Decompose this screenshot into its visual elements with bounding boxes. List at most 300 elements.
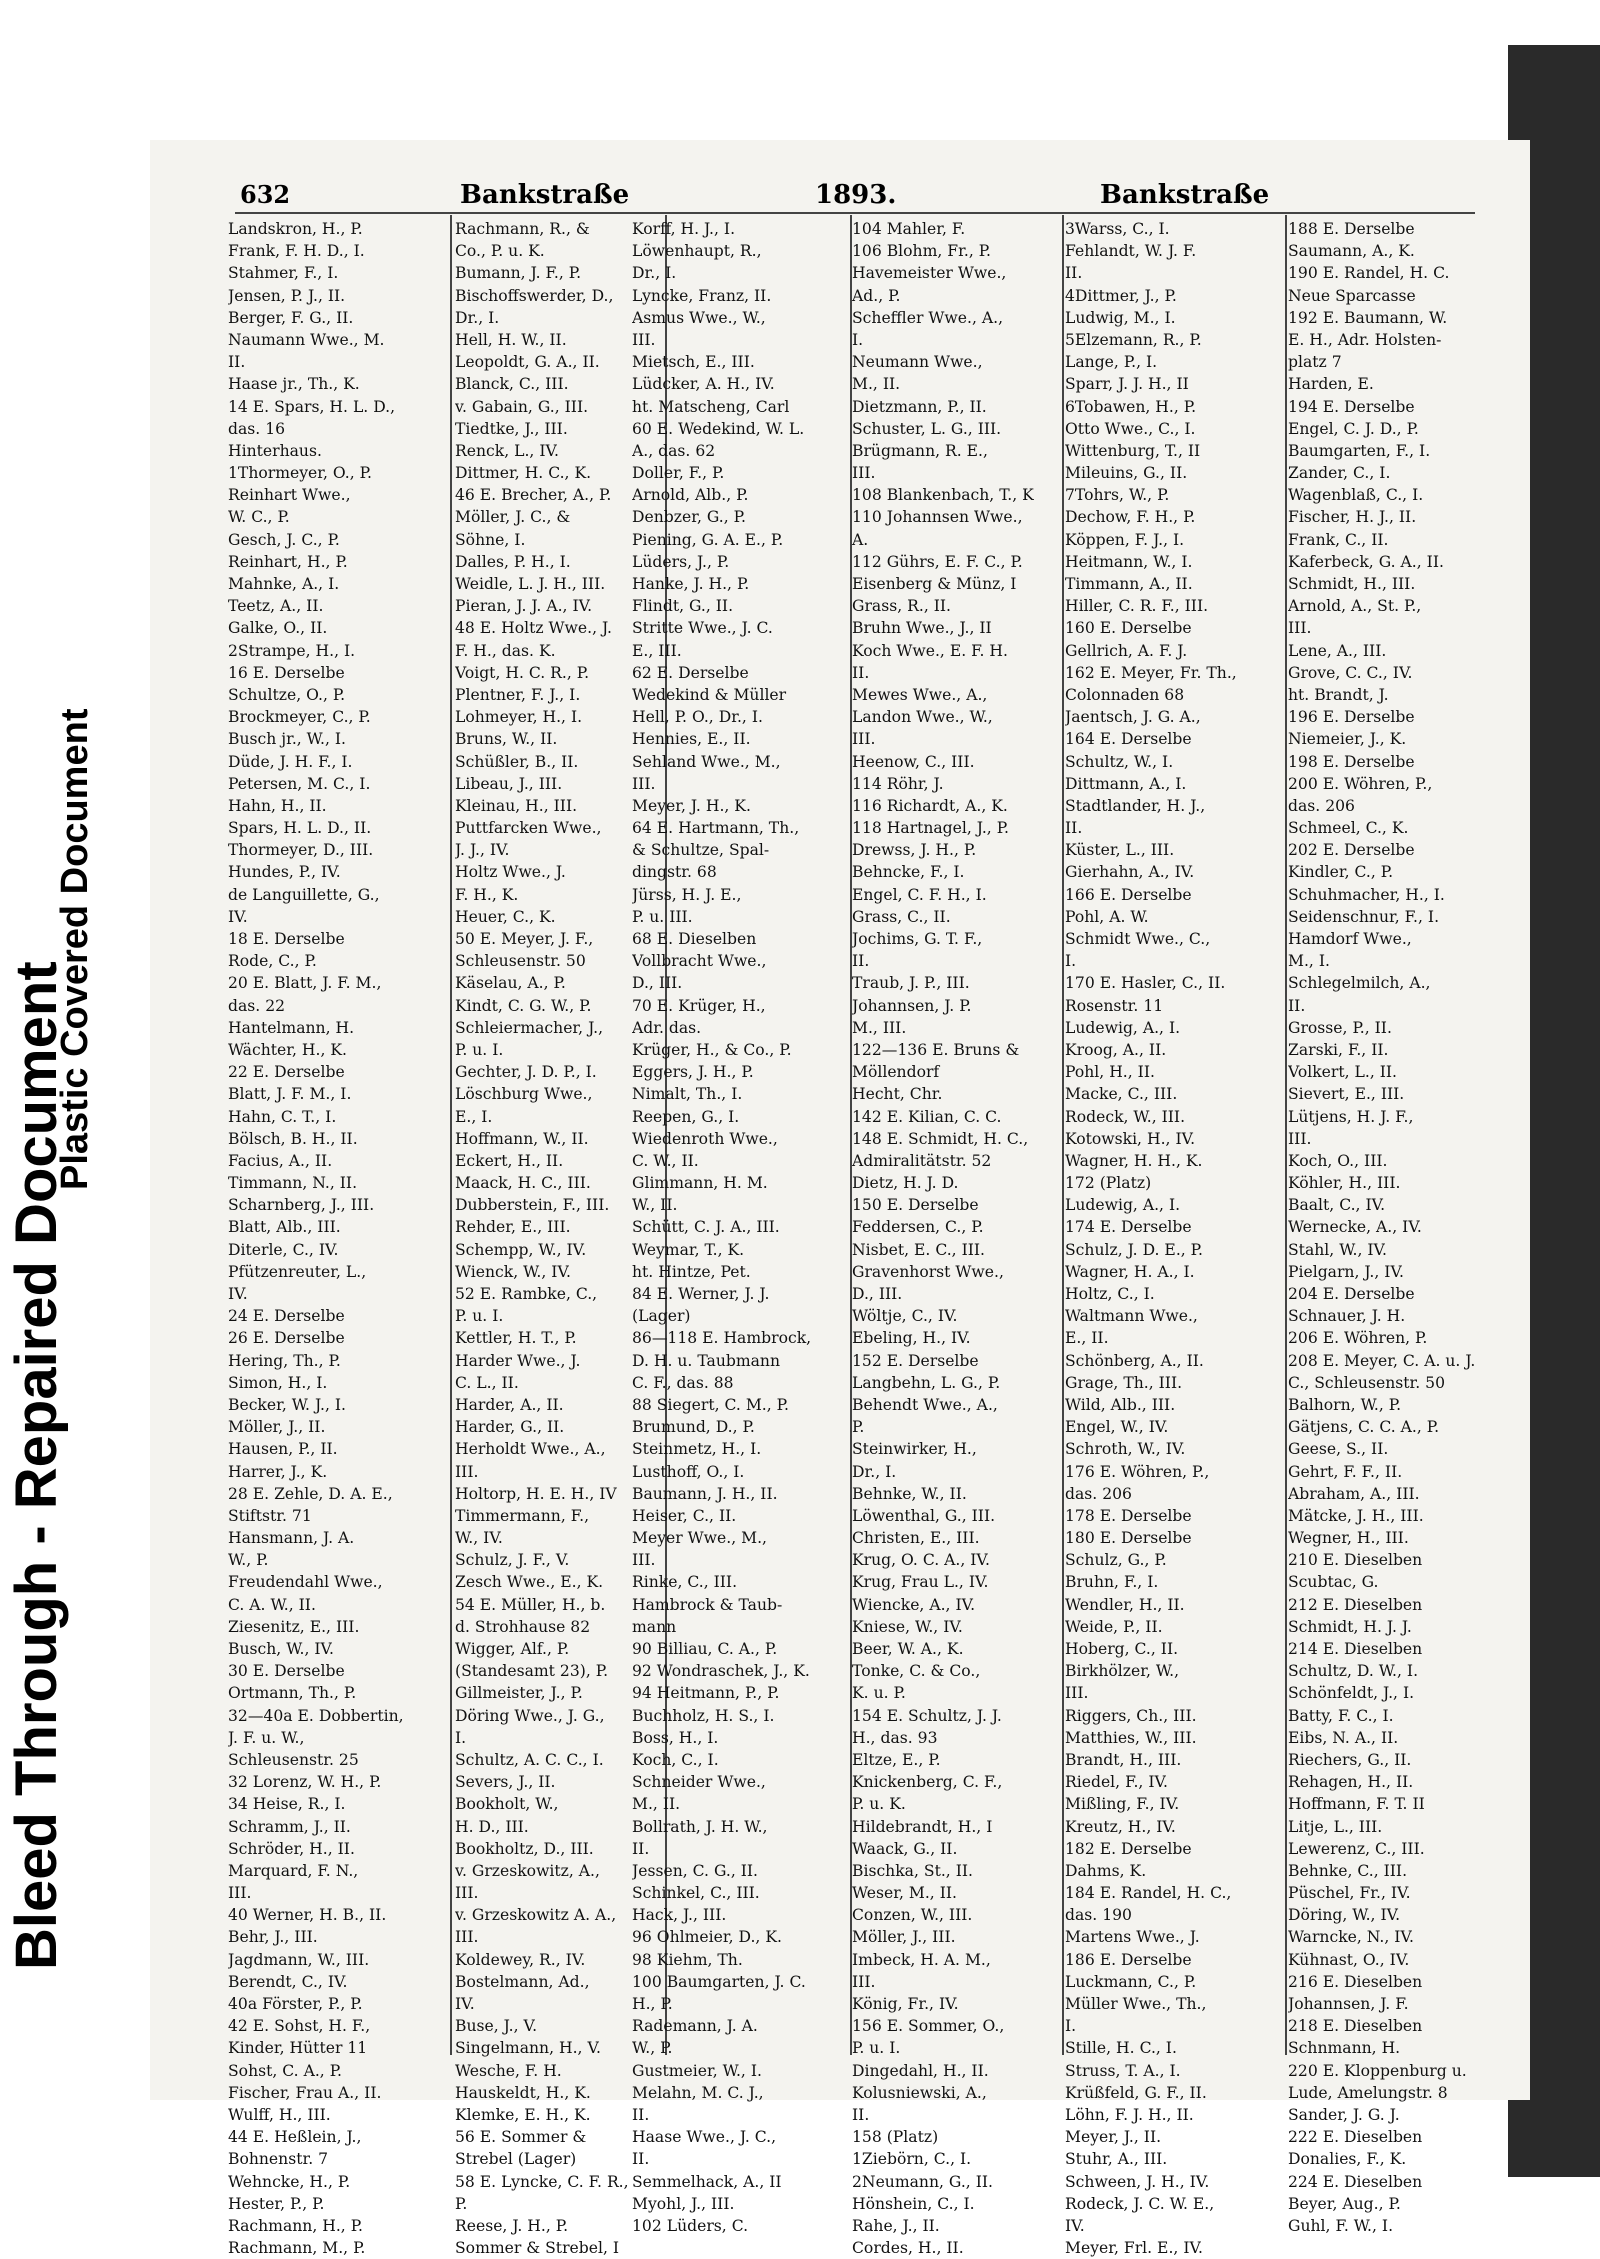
directory-entry: III. bbox=[455, 1462, 479, 1481]
directory-entry: Conzen, W., III. bbox=[852, 1906, 973, 1925]
directory-entry: Hönshein, C., I. bbox=[852, 2194, 975, 2213]
directory-entry: 192 E. Baumann, W. bbox=[1288, 308, 1448, 327]
directory-entry: Schönfeldt, J., I. bbox=[1288, 1684, 1415, 1703]
directory-entry: C. W., II. bbox=[632, 1151, 699, 1170]
directory-entry: IV. bbox=[455, 1995, 475, 2013]
directory-entry: Stadtlander, H. J., bbox=[1065, 796, 1206, 815]
directory-entry: 210 E. Dieselben bbox=[1288, 1551, 1423, 1570]
directory-entry: C. F., das. 88 bbox=[632, 1373, 734, 1392]
directory-entry: Hahn, H., II. bbox=[228, 796, 327, 815]
directory-entry: Düde, J. H. F., I. bbox=[228, 752, 353, 771]
directory-entry: Grove, C. C., IV. bbox=[1288, 663, 1413, 682]
directory-entry: 172 (Platz) bbox=[1065, 1174, 1152, 1193]
directory-entry: Strebel (Lager) bbox=[455, 2150, 577, 2169]
directory-entry: Heitmann, W., I. bbox=[1065, 552, 1193, 571]
directory-entry: Scharnberg, J., III. bbox=[228, 1196, 375, 1215]
directory-entry: Bostelmann, Ad., bbox=[455, 1972, 590, 1991]
directory-entry: W. C., P. bbox=[228, 508, 290, 527]
directory-entry: Leopoldt, G. A., II. bbox=[455, 353, 600, 372]
directory-entry: Sommer & Strebel, I bbox=[455, 2239, 620, 2258]
directory-entry: I. bbox=[1065, 952, 1077, 971]
directory-entry: Ludwig, M., I. bbox=[1065, 308, 1176, 327]
directory-entry: Klemke, E. H., K. bbox=[455, 2105, 591, 2124]
directory-entry: Schnauer, J. H. bbox=[1288, 1307, 1406, 1326]
directory-entry: Rosenstr. 11 bbox=[1065, 996, 1164, 1015]
directory-entry: Wernecke, A., IV. bbox=[1288, 1218, 1422, 1237]
directory-entry: Fischer, Frau A., II. bbox=[228, 2083, 382, 2102]
directory-entry: Ludewig, A., I. bbox=[1065, 1018, 1181, 1037]
directory-entry: Adr. das. bbox=[632, 1018, 702, 1037]
directory-entry: das. 16 bbox=[228, 419, 286, 438]
directory-entry: 220 E. Kloppenburg u. bbox=[1288, 2061, 1467, 2080]
directory-entry: Bruhn Wwe., J., II bbox=[852, 619, 992, 638]
directory-entry: de Languillette, G., bbox=[228, 885, 380, 904]
directory-entry: 46 E. Brecher, A., P. bbox=[455, 486, 612, 505]
directory-entry: Kühnast, O., IV. bbox=[1288, 1950, 1410, 1969]
directory-entry: Traub, J. P., III. bbox=[852, 974, 970, 993]
page-number: 632 bbox=[240, 180, 291, 209]
directory-entry: Petersen, M. C., I. bbox=[228, 774, 371, 793]
directory-entry: Lene, A., III. bbox=[1288, 641, 1387, 660]
directory-entry: C. L., II. bbox=[455, 1373, 519, 1392]
directory-entry: 152 E. Derselbe bbox=[852, 1351, 979, 1370]
directory-entry: Eggers, J. H., P. bbox=[632, 1063, 754, 1082]
directory-entry: Grage, Th., III. bbox=[1065, 1373, 1183, 1392]
directory-entry: Gechter, J. D. P., I. bbox=[455, 1063, 597, 1082]
directory-entry: Colonnaden 68 bbox=[1065, 685, 1185, 704]
directory-entry: Warncke, N., IV. bbox=[1288, 1928, 1414, 1947]
directory-entry: Libeau, J., III. bbox=[455, 774, 563, 793]
directory-entry: Plentner, F. J., I. bbox=[455, 685, 581, 704]
directory-column bbox=[1288, 218, 1478, 2237]
directory-entry: Krüger, H., & Co., P. bbox=[632, 1040, 792, 1059]
directory-entry: Nisbet, E. C., III. bbox=[852, 1240, 986, 1259]
directory-entry: Voigt, H. C. R., P. bbox=[455, 663, 590, 682]
directory-entry: Bumann, J. F., P. bbox=[455, 264, 582, 283]
directory-entry: Gierhahn, A., IV. bbox=[1065, 863, 1195, 882]
directory-entry: Ebeling, H., IV. bbox=[852, 1329, 971, 1348]
directory-entry: Severs, J., II. bbox=[455, 1773, 556, 1792]
directory-entry: Schütt, C. J. A., III. bbox=[632, 1218, 780, 1237]
directory-entry: 158 (Platz) bbox=[852, 2128, 939, 2147]
directory-entry: König, Fr., IV. bbox=[852, 1995, 959, 2013]
directory-entry: Kindt, C. G. W., P. bbox=[455, 996, 592, 1015]
directory-entry: Kettler, H. T., P. bbox=[455, 1329, 577, 1348]
directory-entry: 102 Lüders, C. bbox=[632, 2216, 749, 2235]
directory-entry: Piening, G. A. E., P. bbox=[632, 530, 784, 549]
directory-entry: H., P. bbox=[632, 1995, 673, 2013]
directory-entry: J. J., IV. bbox=[455, 841, 510, 860]
directory-entry: Reese, J. H., P. bbox=[455, 2216, 569, 2235]
directory-entry: II. bbox=[632, 2150, 650, 2169]
directory-entry: Buchholz, H. S., I. bbox=[632, 1706, 775, 1725]
side-label-repaired: Bleed Through - Repaired Document bbox=[4, 961, 69, 1970]
directory-entry: Beer, W. A., K. bbox=[852, 1640, 964, 1658]
directory-entry: Neue Sparcasse bbox=[1288, 286, 1416, 305]
directory-entry: Dittmann, A., I. bbox=[1065, 774, 1187, 793]
directory-entry: Holtz Wwe., J. bbox=[455, 863, 566, 882]
directory-entry: Doller, F., P. bbox=[632, 464, 725, 483]
directory-entry: 6Tobawen, H., P. bbox=[1065, 397, 1197, 416]
directory-entry: 212 E. Dieselben bbox=[1288, 1595, 1423, 1614]
directory-entry: Steinmetz, H., I. bbox=[632, 1440, 762, 1459]
directory-entry: K. u. P. bbox=[852, 1684, 906, 1703]
directory-entry: Jensen, P. J., II. bbox=[228, 286, 346, 305]
directory-entry: 104 Mahler, F. bbox=[852, 220, 966, 238]
directory-entry: das. 190 bbox=[1065, 1906, 1132, 1925]
directory-entry: 116 Richardt, A., K. bbox=[852, 796, 1008, 815]
directory-entry: Sievert, E., III. bbox=[1288, 1085, 1405, 1104]
directory-entry: Blanck, C., III. bbox=[455, 375, 569, 394]
directory-entry: Berger, F. G., II. bbox=[228, 308, 354, 327]
directory-entry: Balhorn, W., P. bbox=[1288, 1395, 1402, 1414]
directory-entry: III. bbox=[228, 1884, 252, 1903]
directory-entry: Singelmann, H., V. bbox=[455, 2039, 601, 2058]
directory-entry: Krug, O. C. A., IV. bbox=[852, 1551, 990, 1570]
directory-entry: Hanke, J. H., P. bbox=[632, 575, 750, 593]
directory-column bbox=[1065, 218, 1283, 2259]
directory-entry: Grosse, P., II. bbox=[1288, 1018, 1392, 1037]
directory-entry: H., das. 93 bbox=[852, 1728, 938, 1747]
directory-entry: das. 206 bbox=[1288, 796, 1355, 815]
directory-entry: Schramm, J., II. bbox=[228, 1817, 351, 1836]
directory-entry: Wesche, F. H. bbox=[455, 2061, 562, 2080]
directory-entry: 114 Röhr, J. bbox=[852, 774, 944, 793]
directory-entry: Dr., I. bbox=[632, 264, 677, 283]
directory-entry: Hennies, E., II. bbox=[632, 730, 751, 749]
directory-entry: 4Dittmer, J., P. bbox=[1065, 286, 1177, 305]
directory-entry: Kotowski, H., IV. bbox=[1065, 1129, 1196, 1148]
directory-entry: Löhn, F. J. H., II. bbox=[1065, 2105, 1194, 2124]
directory-entry: I. bbox=[852, 330, 864, 349]
directory-entry: Lütjens, H. J. F., bbox=[1288, 1107, 1414, 1126]
directory-entry: Abraham, A., III. bbox=[1288, 1484, 1420, 1503]
directory-entry: Bischoffswerder, D., bbox=[455, 286, 614, 305]
directory-entry: Sparr, J. J. H., II bbox=[1065, 375, 1189, 394]
directory-entry: P. bbox=[455, 2194, 468, 2213]
directory-entry: Dahms, K. bbox=[1065, 1861, 1147, 1880]
directory-entry: Mahnke, A., I. bbox=[228, 575, 340, 593]
directory-entry: Ziesenitz, E., III. bbox=[228, 1617, 360, 1636]
directory-entry: Johannsen, J. P. bbox=[852, 996, 972, 1015]
directory-entry: Wulff, H., III. bbox=[228, 2105, 331, 2124]
directory-entry: Holtorp, H. E. H., IV bbox=[455, 1484, 617, 1503]
directory-entry: Harden, E. bbox=[1288, 375, 1374, 394]
directory-entry: v. Grzeskowitz A. A., bbox=[455, 1906, 617, 1925]
directory-entry: W., II. bbox=[632, 1196, 678, 1215]
directory-entry: W., P. bbox=[228, 1551, 269, 1570]
directory-entry: d. Strohhause 82 bbox=[455, 1617, 591, 1636]
directory-entry: Fischer, H. J., II. bbox=[1288, 508, 1417, 527]
directory-entry: Heiser, C., II. bbox=[632, 1506, 737, 1525]
directory-entry: 60 E. Wedekind, W. L. bbox=[632, 419, 805, 438]
directory-entry: Landskron, H., P. bbox=[228, 220, 363, 238]
directory-entry: Bruns, W., II. bbox=[455, 730, 558, 749]
directory-entry: Saumann, A., K. bbox=[1288, 242, 1415, 261]
directory-entry: M., III. bbox=[852, 1018, 907, 1037]
directory-entry: Arnold, A., St. P., bbox=[1288, 597, 1422, 616]
directory-entry: Langbehn, L. G., P. bbox=[852, 1373, 1001, 1392]
directory-entry: Koldewey, R., IV. bbox=[455, 1950, 586, 1969]
directory-entry: Söhne, I. bbox=[455, 530, 526, 549]
directory-entry: 222 E. Dieselben bbox=[1288, 2128, 1423, 2147]
directory-entry: Rehder, E., III. bbox=[455, 1218, 571, 1237]
directory-entry: Schuster, L. G., III. bbox=[852, 419, 1002, 438]
directory-entry: P. u. K. bbox=[852, 1795, 906, 1814]
directory-entry: 92 Wondraschek, J., K. bbox=[632, 1662, 810, 1681]
directory-entry: 64 E. Hartmann, Th., bbox=[632, 819, 800, 838]
directory-entry: Hester, P., P. bbox=[228, 2194, 325, 2213]
directory-entry: Otto Wwe., C., I. bbox=[1065, 419, 1196, 438]
directory-entry: Baumann, J. H., II. bbox=[632, 1484, 778, 1503]
directory-entry: Grass, R., II. bbox=[852, 597, 952, 616]
directory-entry: I. bbox=[455, 1728, 467, 1747]
directory-entry: 216 E. Dieselben bbox=[1288, 1972, 1423, 1991]
directory-entry: Schleusenstr. 25 bbox=[228, 1750, 359, 1769]
directory-entry: Mißling, F., IV. bbox=[1065, 1795, 1180, 1814]
directory-entry: Martens Wwe., J. bbox=[1065, 1928, 1200, 1947]
directory-entry: Pfützenreuter, L., bbox=[228, 1262, 367, 1281]
directory-entry: III. bbox=[455, 1884, 479, 1903]
directory-entry: Pieran, J. J. A., IV. bbox=[455, 597, 593, 616]
directory-entry: 5Elzemann, R., P. bbox=[1065, 330, 1202, 349]
directory-entry: Wiencke, A., IV. bbox=[852, 1595, 976, 1614]
directory-entry: Schüßler, B., II. bbox=[455, 752, 579, 771]
directory-entry: Krug, Frau L., IV. bbox=[852, 1573, 989, 1592]
directory-entry: Lewerenz, C., III. bbox=[1288, 1839, 1425, 1858]
directory-entry: P. u. III. bbox=[632, 907, 693, 926]
directory-column bbox=[632, 218, 846, 2237]
directory-entry: Zarski, F., II. bbox=[1288, 1040, 1389, 1059]
directory-entry: Mätcke, J. H., III. bbox=[1288, 1506, 1424, 1525]
directory-entry: Jagdmann, W., III. bbox=[228, 1950, 370, 1969]
directory-entry: Bruhn, F., I. bbox=[1065, 1573, 1159, 1592]
directory-entry: Co., P. u. K. bbox=[455, 242, 545, 261]
directory-entry: Zesch Wwe., E., K. bbox=[455, 1573, 604, 1592]
directory-entry: 58 E. Lyncke, C. F. R., bbox=[455, 2172, 629, 2191]
directory-entry: Dr., I. bbox=[852, 1462, 897, 1481]
directory-entry: Rademann, J. A. bbox=[632, 2017, 758, 2036]
directory-entry: 218 E. Dieselben bbox=[1288, 2017, 1423, 2036]
directory-entry: Schmidt, H. J. J. bbox=[1288, 1617, 1412, 1636]
directory-entry: Stritte Wwe., J. C. bbox=[632, 619, 773, 638]
directory-entry: Kroog, A., II. bbox=[1065, 1040, 1167, 1059]
directory-entry: Rahe, J., II. bbox=[852, 2216, 940, 2235]
directory-entry: 68 E. Dieselben bbox=[632, 930, 757, 948]
directory-entry: 32—40a E. Dobbertin, bbox=[228, 1706, 404, 1725]
directory-entry: W., IV. bbox=[455, 1529, 503, 1548]
directory-entry: II. bbox=[852, 952, 870, 971]
directory-entry: Koch, O., III. bbox=[1288, 1151, 1388, 1170]
directory-entry: II. bbox=[1065, 819, 1083, 838]
directory-entry: Schmidt, H., III. bbox=[1288, 575, 1416, 593]
directory-entry: 122—136 E. Bruns & bbox=[852, 1040, 1020, 1059]
directory-entry: 154 E. Schultz, J. J. bbox=[852, 1706, 1002, 1725]
year-heading: 1893. bbox=[815, 180, 897, 210]
directory-entry: III. bbox=[455, 1928, 479, 1947]
directory-entry: Hack, J., III. bbox=[632, 1906, 727, 1925]
directory-entry: Drewss, J. H., P. bbox=[852, 841, 977, 860]
directory-entry: Waltmann Wwe., bbox=[1065, 1307, 1198, 1326]
directory-entry: Lyncke, Franz, II. bbox=[632, 286, 772, 305]
directory-entry: Kreutz, H., IV. bbox=[1065, 1817, 1176, 1836]
directory-entry: Dechow, F. H., P. bbox=[1065, 508, 1196, 527]
directory-entry: III. bbox=[1288, 1129, 1312, 1148]
directory-entry: 204 E. Derselbe bbox=[1288, 1285, 1415, 1303]
directory-entry: Lusthoff, O., I. bbox=[632, 1462, 745, 1481]
directory-entry: 176 E. Wöhren, P., bbox=[1065, 1462, 1210, 1481]
directory-entry: Birkhölzer, W., bbox=[1065, 1662, 1180, 1681]
directory-entry: 150 E. Derselbe bbox=[852, 1196, 979, 1215]
directory-entry: M., II. bbox=[852, 375, 901, 394]
directory-entry: Wagenblaß, C., I. bbox=[1288, 486, 1424, 505]
directory-entry: Schlegelmilch, A., bbox=[1288, 974, 1431, 993]
directory-entry: Frank, C., II. bbox=[1288, 530, 1389, 549]
directory-entry: Pohl, A. W. bbox=[1065, 907, 1149, 926]
directory-entry: 142 E. Kilian, C. C. bbox=[852, 1107, 1002, 1126]
directory-entry: E. H., Adr. Holsten- bbox=[1288, 330, 1442, 349]
directory-entry: Hambrock & Taub- bbox=[632, 1595, 783, 1614]
directory-entry: Guhl, F. W., I. bbox=[1288, 2216, 1394, 2235]
directory-entry: I. bbox=[1065, 2017, 1077, 2036]
directory-entry: mann bbox=[632, 1617, 677, 1636]
directory-entry: Pohl, H., II. bbox=[1065, 1063, 1155, 1082]
directory-entry: Weide, P., II. bbox=[1065, 1617, 1163, 1636]
directory-entry: Weidle, L. J. H., III. bbox=[455, 575, 606, 593]
directory-entry: Macke, C., III. bbox=[1065, 1085, 1178, 1104]
directory-entry: Timmann, A., II. bbox=[1065, 575, 1193, 593]
directory-entry: Behnke, C., III. bbox=[1288, 1861, 1408, 1880]
directory-entry: Fehlandt, W. J. F. bbox=[1065, 242, 1197, 261]
directory-entry: Lüdcker, A. H., IV. bbox=[632, 375, 775, 394]
directory-entry: Glimmann, H. M. bbox=[632, 1174, 768, 1193]
directory-entry: Hamdorf Wwe., bbox=[1288, 930, 1412, 948]
directory-entry: Hoffmann, W., II. bbox=[455, 1129, 589, 1148]
directory-entry: Löwenthal, G., III. bbox=[852, 1506, 996, 1525]
directory-entry: Baumgarten, F., I. bbox=[1288, 441, 1431, 460]
directory-entry: Niemeier, J., K. bbox=[1288, 730, 1407, 749]
directory-entry: Rodeck, J. C. W. E., bbox=[1065, 2194, 1215, 2213]
directory-entry: Rode, C., P. bbox=[228, 952, 317, 971]
directory-entry: Gellrich, A. F. J. bbox=[1065, 641, 1188, 660]
directory-entry: Reinhart, H., P. bbox=[228, 552, 348, 571]
directory-entry: Ortmann, Th., P. bbox=[228, 1684, 357, 1703]
directory-entry: Harder, A., II. bbox=[455, 1395, 564, 1414]
directory-entry: C. A. W., II. bbox=[228, 1595, 316, 1614]
directory-entry: 32 Lorenz, W. H., P. bbox=[228, 1773, 382, 1792]
directory-entry: Lange, P., I. bbox=[1065, 353, 1158, 372]
directory-entry: III. bbox=[632, 330, 656, 349]
directory-entry: Meyer, Frl. E., IV. bbox=[1065, 2239, 1203, 2258]
directory-entry: Wegner, H., III. bbox=[1288, 1529, 1409, 1548]
directory-entry: Asmus Wwe., W., bbox=[632, 308, 766, 327]
directory-entry: C., Schleusenstr. 50 bbox=[1288, 1373, 1446, 1392]
directory-entry: Harder Wwe., J. bbox=[455, 1351, 581, 1370]
directory-entry: Behendt Wwe., A., bbox=[852, 1395, 998, 1414]
directory-entry: 100 Baumgarten, J. C. bbox=[632, 1972, 806, 1991]
directory-entry: E., II. bbox=[1065, 1329, 1109, 1348]
directory-entry: 198 E. Derselbe bbox=[1288, 752, 1415, 771]
directory-entry: 174 E. Derselbe bbox=[1065, 1218, 1192, 1237]
directory-entry: P. u. I. bbox=[852, 2039, 901, 2058]
directory-entry: Engel, C. J. D., P. bbox=[1288, 419, 1419, 438]
directory-entry: 54 E. Müller, H., b. bbox=[455, 1595, 606, 1614]
directory-entry: Diterle, C., IV. bbox=[228, 1240, 339, 1259]
directory-entry: Mileuins, G., II. bbox=[1065, 464, 1188, 483]
directory-entry: Arnold, Alb., P. bbox=[632, 486, 749, 505]
directory-entry: F. H., K. bbox=[455, 885, 519, 904]
directory-entry: 84 E. Werner, J. J. bbox=[632, 1285, 770, 1303]
directory-entry: Löwenhaupt, R., bbox=[632, 242, 762, 261]
directory-entry: 7Tohrs, W., P. bbox=[1065, 486, 1170, 505]
directory-entry: 206 E. Wöhren, P. bbox=[1288, 1329, 1428, 1348]
directory-entry: Eibs, N. A., II. bbox=[1288, 1728, 1399, 1747]
directory-entry: Matthies, W., III. bbox=[1065, 1728, 1197, 1747]
directory-entry: Kindler, C., P. bbox=[1288, 863, 1394, 882]
directory-entry: 106 Blohm, Fr., P. bbox=[852, 242, 992, 261]
directory-entry: Galke, O., II. bbox=[228, 619, 328, 638]
directory-entry: Donalies, F., K. bbox=[1288, 2150, 1407, 2169]
directory-entry: Schween, J. H., IV. bbox=[1065, 2172, 1210, 2191]
directory-entry: Möller, J., II. bbox=[228, 1418, 326, 1437]
directory-entry: 40 Werner, H. B., II. bbox=[228, 1906, 387, 1925]
directory-entry: 166 E. Derselbe bbox=[1065, 885, 1192, 904]
directory-entry: Wedekind & Müller bbox=[632, 685, 787, 704]
directory-entry: E., I. bbox=[455, 1107, 493, 1126]
directory-entry: 188 E. Derselbe bbox=[1288, 220, 1415, 238]
right-running-title: Bankstraße bbox=[1100, 180, 1270, 210]
directory-entry: Haase jr., Th., K. bbox=[228, 375, 360, 394]
directory-entry: Hinterhaus. bbox=[228, 441, 322, 460]
directory-entry: Lude, Amelungstr. 8 bbox=[1288, 2083, 1448, 2102]
directory-entry: Meyer, J., II. bbox=[1065, 2128, 1162, 2147]
directory-entry: Blatt, J. F. M., I. bbox=[228, 1085, 352, 1104]
directory-column bbox=[228, 218, 448, 2259]
directory-entry: Sohst, C. A., P. bbox=[228, 2061, 343, 2080]
directory-entry: 2Neumann, G., II. bbox=[852, 2172, 993, 2191]
directory-entry: 14 E. Spars, H. L. D., bbox=[228, 397, 396, 416]
directory-entry: Berendt, C., IV. bbox=[228, 1972, 348, 1991]
directory-entry: 3Warss, C., I. bbox=[1065, 220, 1170, 238]
directory-entry: 164 E. Derselbe bbox=[1065, 730, 1192, 749]
directory-entry: Hoffmann, F. T. II bbox=[1288, 1795, 1425, 1814]
directory-entry: 118 Hartnagel, J., P. bbox=[852, 819, 1009, 838]
directory-entry: Naumann Wwe., M. bbox=[228, 330, 385, 349]
directory-entry: Schempp, W., IV. bbox=[455, 1240, 587, 1259]
directory-entry: Wigger, Alf., P. bbox=[455, 1640, 570, 1658]
directory-entry: IV. bbox=[1065, 2216, 1085, 2235]
directory-entry: P. u. I. bbox=[455, 1040, 504, 1059]
directory-entry: Rachmann, H., P. bbox=[228, 2216, 364, 2235]
directory-entry: III. bbox=[632, 774, 656, 793]
directory-entry: 94 Heitmann, P., P. bbox=[632, 1684, 780, 1703]
directory-entry: Eltze, E., P. bbox=[852, 1750, 941, 1769]
directory-entry: Johannsen, J. F. bbox=[1288, 1995, 1409, 2013]
directory-entry: Eckert, H., II. bbox=[455, 1151, 564, 1170]
directory-entry: Püschel, Fr., IV. bbox=[1288, 1884, 1411, 1903]
directory-entry: 112 Gührs, E. F. C., P. bbox=[852, 552, 1023, 571]
directory-entry: Stahmer, F., I. bbox=[228, 264, 339, 283]
directory-entry: 44 E. Heßlein, J., bbox=[228, 2128, 362, 2147]
directory-entry: IV. bbox=[228, 1285, 248, 1303]
directory-entry: 194 E. Derselbe bbox=[1288, 397, 1415, 416]
directory-entry: M., II. bbox=[632, 1795, 681, 1814]
directory-entry: Gehrt, F. F., II. bbox=[1288, 1462, 1403, 1481]
directory-entry: 20 E. Blatt, J. F. M., bbox=[228, 974, 382, 993]
directory-entry: Möllendorf bbox=[852, 1063, 940, 1082]
directory-entry: Schönberg, A., II. bbox=[1065, 1351, 1204, 1370]
directory-entry: Brumund, D., P. bbox=[632, 1418, 755, 1437]
